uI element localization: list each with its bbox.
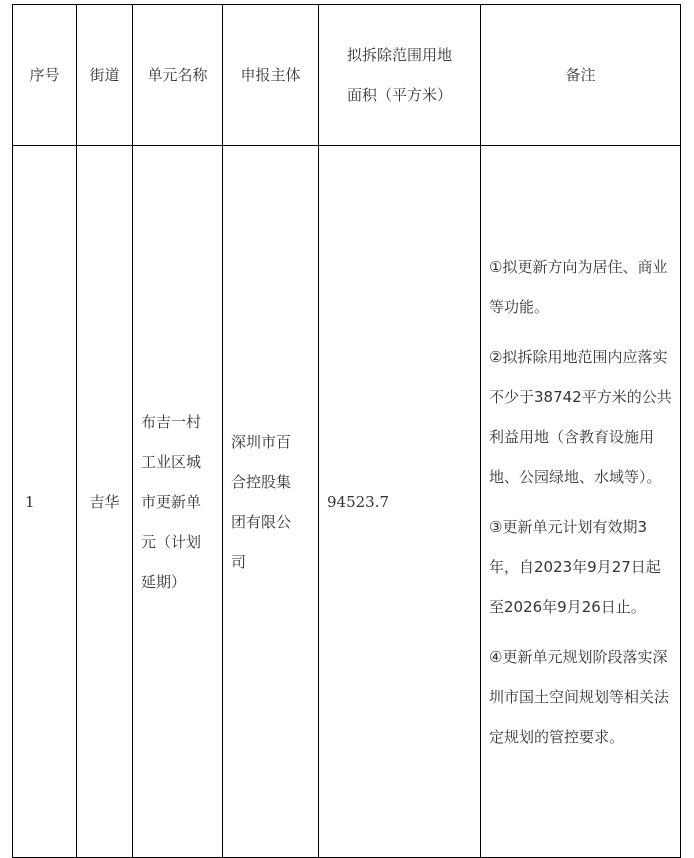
header-street: 街道 <box>77 5 133 146</box>
applicant-line: 司 <box>231 552 247 571</box>
header-applicant: 申报主体 <box>223 5 319 146</box>
cell-applicant <box>223 146 319 858</box>
unit-name-line: 延期） <box>141 572 187 591</box>
header-area <box>319 5 481 146</box>
cell-remarks <box>481 146 681 858</box>
header-area-line2: 面积（平方米） <box>346 86 452 104</box>
header-seq: 序号 <box>13 5 77 146</box>
header-remarks: 备注 <box>481 5 681 146</box>
unit-name-line: 布吉一村 <box>141 412 202 431</box>
header-area-line1: 拟拆除范围用地 <box>346 46 452 64</box>
unit-name-line: 工业区城 <box>141 452 202 471</box>
unit-name-line: 元（计划 <box>141 532 202 551</box>
header-row <box>13 5 681 146</box>
cell-seq: 1 <box>13 146 77 858</box>
renewal-unit-table <box>12 4 681 858</box>
remark-item: ①拟更新方向为居住、商业等功能。 <box>489 257 668 316</box>
cell-unit-name <box>133 146 223 858</box>
header-unit-name: 单元名称 <box>133 5 223 146</box>
applicant-line: 深圳市百 <box>231 432 292 451</box>
applicant-line: 合控股集 <box>231 472 292 491</box>
unit-name-line: 市更新单 <box>141 492 202 511</box>
applicant-line: 团有限公 <box>231 512 292 531</box>
table-row <box>13 146 681 858</box>
cell-area: 94523.7 <box>319 146 481 858</box>
remark-item: ③更新单元计划有效期3年，自2023年9月27日起至2026年9月26日止。 <box>489 517 661 616</box>
cell-street: 吉华 <box>77 146 133 858</box>
remark-item: ④更新单元规划阶段落实深圳市国土空间规划等相关法定规划的管控要求。 <box>489 647 670 746</box>
remark-item: ②拟拆除用地范围内应落实不少于38742平方米的公共利益用地（含教育设施用地、公园绿地、水域等）。 <box>489 347 672 486</box>
